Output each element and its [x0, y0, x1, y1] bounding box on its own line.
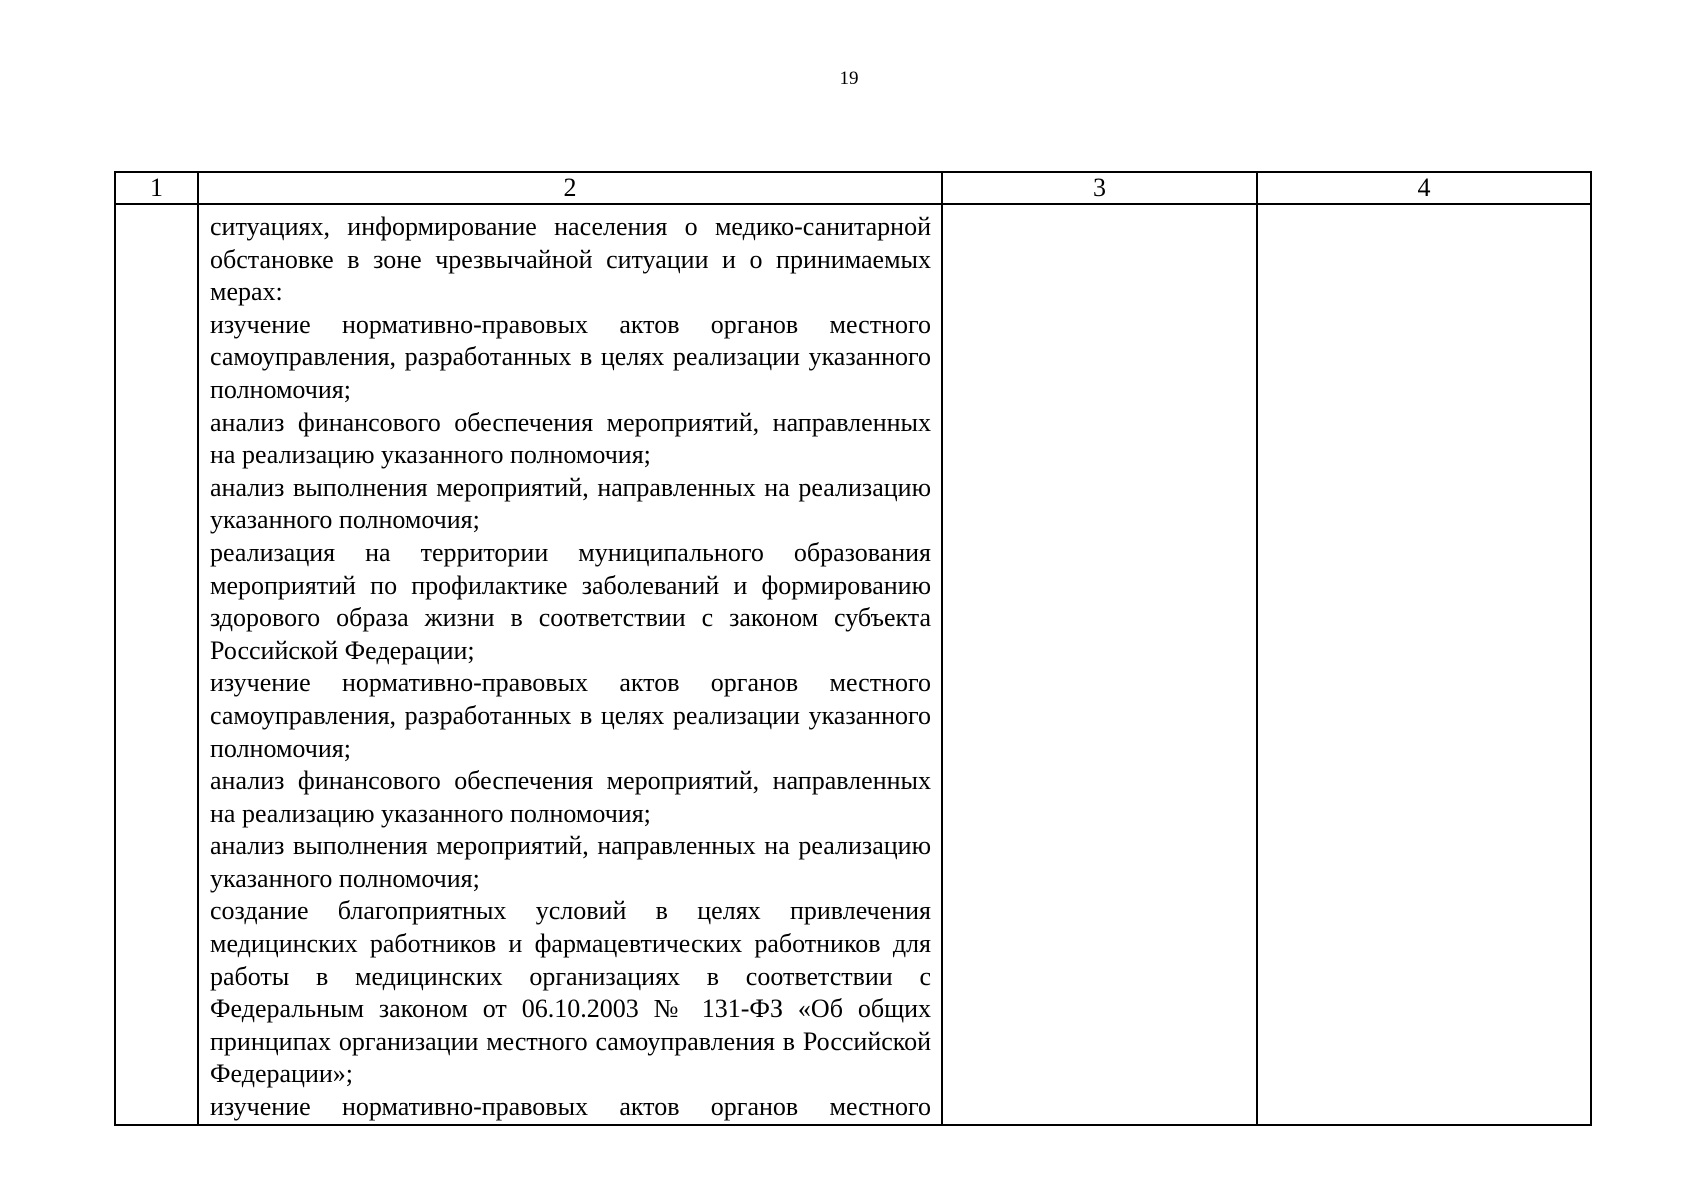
paragraph: анализ финансового обеспечения мероприятий, направленных на реализацию указанного полномочия; [210, 766, 931, 828]
paragraph: изучение нормативно-правовых актов органов местного самоуправления, разработанных в целях реализации указанного полномочия; [210, 309, 931, 404]
column-header-2: 2 [198, 172, 942, 204]
page-number: 19 [839, 68, 859, 89]
paragraph: ситуациях, информирование населения о медико-санитарной обстановке в зоне чрезвычайной ситуации и о принимаемых мерах: [210, 212, 931, 307]
document-table [114, 171, 1592, 1126]
paragraph: анализ выполнения мероприятий, направленных на реализацию указанного полномочия; [210, 472, 931, 535]
paragraph: анализ финансового обеспечения мероприятий, направленных на реализацию указанного полномочия; [210, 407, 931, 470]
paragraph: создание благоприятных условий в целях привлечения медицинских работников и фармацевтических работников для работы в медицинских организациях в соответствии с Федеральным законом от 06.10.2003 № 131-ФЗ «Об общих принципах организации местного самоуправления в Российской Федерации»; [210, 896, 931, 1089]
cell-col-1 [115, 204, 198, 1125]
table-row [115, 204, 1591, 1125]
cell-col-2-text [199, 205, 941, 1124]
cell-col-4 [1257, 204, 1591, 1125]
column-header-1: 1 [115, 172, 198, 204]
table-header-row [115, 172, 1591, 204]
column-header-4: 4 [1257, 172, 1591, 204]
cell-col-2 [198, 204, 942, 1125]
paragraph: реализация на территории муниципального образования мероприятий по профилактике заболеваний и формированию здорового образа жизни в соответствии с законом субъекта Российской Федерации; [210, 537, 931, 665]
paragraph: анализ выполнения мероприятий, направленных на реализацию указанного полномочия; [210, 831, 931, 893]
paragraph: изучение нормативно-правовых актов органов местного самоуправления, разработанных в целях реализации указанного полномочия; [210, 668, 931, 763]
column-header-3: 3 [942, 172, 1257, 204]
paragraph: изучение нормативно-правовых актов органов местного [210, 1092, 931, 1122]
cell-col-3 [942, 204, 1257, 1125]
